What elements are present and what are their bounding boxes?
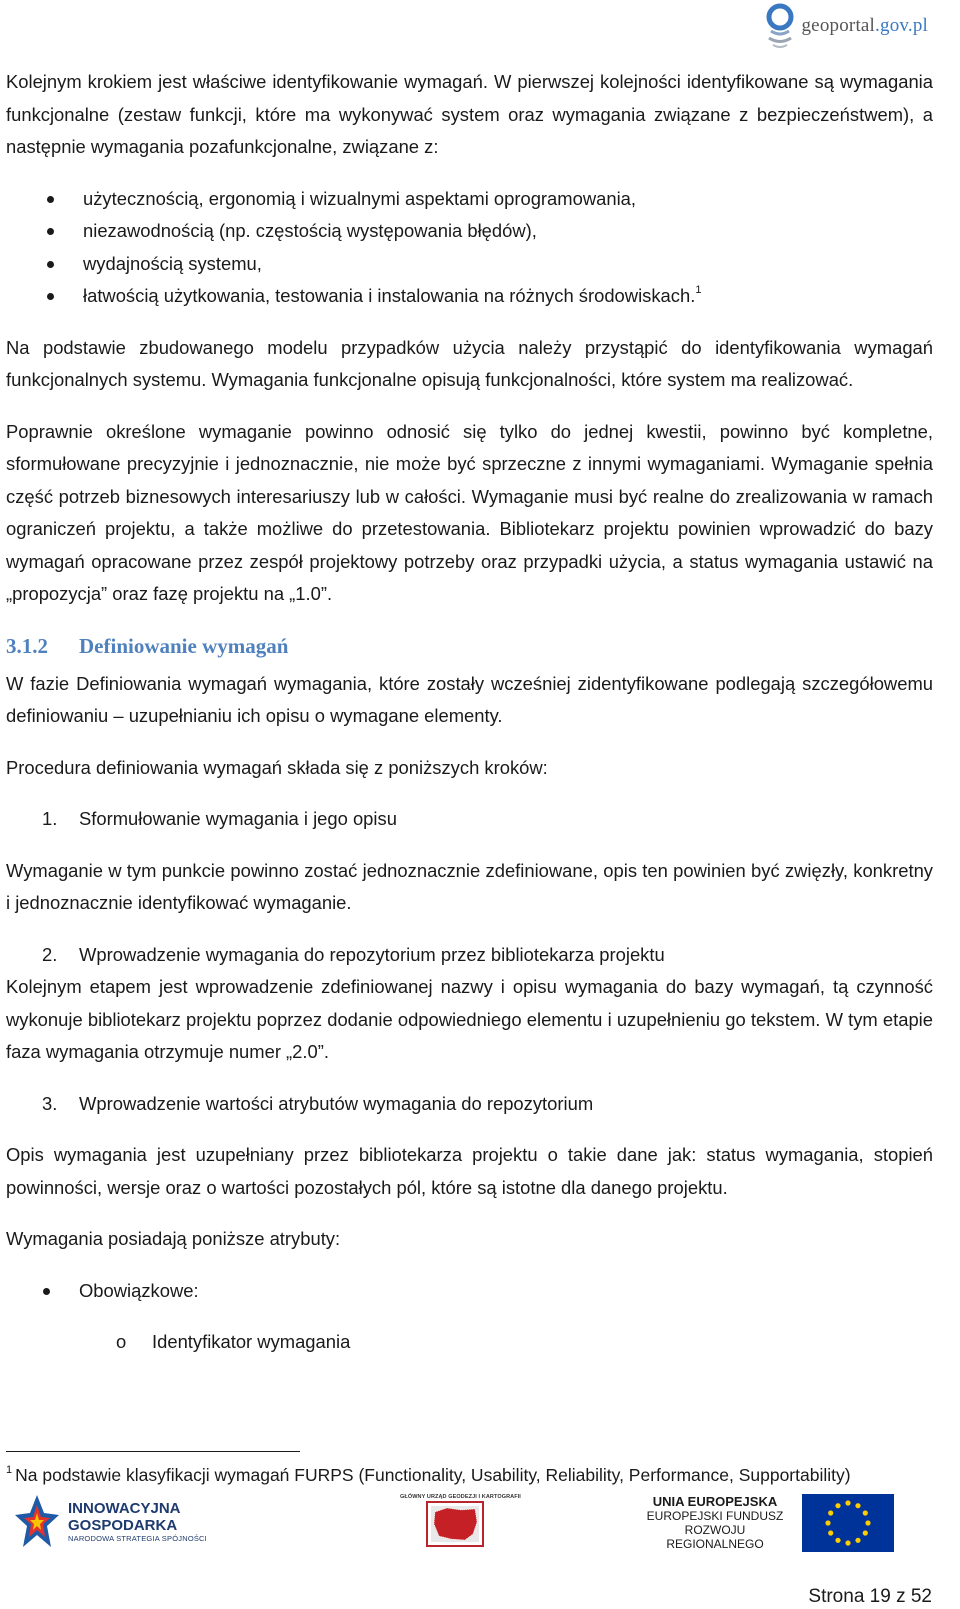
list-item-text: łatwością użytkowania, testowania i instalowania na różnych środowiskach. xyxy=(83,285,696,306)
gugik-emblem-icon xyxy=(425,1500,485,1548)
eu-logo xyxy=(636,1494,898,1552)
ig-line2: GOSPODARKA xyxy=(68,1517,178,1534)
sublist-marker: o xyxy=(116,1331,127,1352)
step-item xyxy=(6,803,933,836)
paragraph-step1-desc: Wymaganie w tym punkcie powinno zostać jednoznacznie zdefiniowane, opis ten powinien być zwięzły, konkretny i jednoznacznie identyfikować wymaganie. xyxy=(6,859,933,913)
page-number: Strona 19 z 52 xyxy=(808,1586,932,1607)
ue-line2: EUROPEJSKI FUNDUSZ xyxy=(646,1509,784,1523)
list-item: użytecznością, ergonomią i wizualnymi aspektami oprogramowania, xyxy=(6,183,933,216)
geoportal-logo xyxy=(765,2,928,50)
step-list-2 xyxy=(6,939,933,972)
innowacyjna-gospodarka-logo xyxy=(14,1492,224,1552)
section-number: 3.1.2 xyxy=(6,633,48,658)
footnote-number: 1 xyxy=(6,1464,13,1476)
section-heading xyxy=(6,630,933,662)
sublist-text: Identyfikator wymagania xyxy=(152,1331,351,1352)
logo-text-main: geoportal xyxy=(801,15,876,36)
step-item xyxy=(6,939,933,972)
footnote-text: Na podstawie klasyfikacji wymagań FURPS (Functionality, Usability, Reliability, Performance, Supportability) xyxy=(15,1465,851,1485)
step-list-1 xyxy=(6,803,933,836)
document-body xyxy=(6,66,933,1359)
footnote-separator xyxy=(6,1451,300,1452)
step-text: Wprowadzenie wartości atrybutów wymagania do repozytorium xyxy=(79,1092,594,1114)
ue-line3: ROZWOJU REGIONALNEGO xyxy=(666,1523,764,1551)
eu-flag-icon xyxy=(802,1494,894,1552)
paragraph-step2-desc: Kolejnym etapem jest wprowadzenie zdefiniowanej nazwy i opisu wymagania do bazy wymagań, tą czynność wykonuje bibliotekarz projektu poprzez dodanie odpowiedniego elementu i uzupełnieniu go tekstem. W tym etapie faza wymagania otrzymuje numer „2.0”. xyxy=(6,976,933,1062)
paragraph-step3-desc: Opis wymagania jest uzupełniany przez bibliotekarza projektu o takie dane jak: status wymagania, stopień powinności, wersje oraz o wartości pozostałych pól, które są istotne dla danego projektu. xyxy=(6,1144,933,1198)
footnote-reference[interactable]: 1 xyxy=(695,284,702,296)
paragraph-use-case: Na podstawie zbudowanego modelu przypadków użycia należy przystąpić do identyfikowania wymagań funkcjonalnych systemu. Wymagania funkcjonalne opisują funkcjonalności, które system ma realizować. xyxy=(6,336,933,390)
paragraph-procedure: Procedura definiowania wymagań składa się z poniższych kroków: xyxy=(6,756,548,778)
geoportal-g-icon xyxy=(765,3,795,49)
ue-line1: UNIA EUROPEJSKA xyxy=(652,1494,778,1509)
paragraph-definition-phase: W fazie Definiowania wymagań wymagania, które zostały wcześniej zidentyfikowane podlegają szczegółowemu definiowaniu – uzupełnianiu ich opisu o wymagane elementy. xyxy=(6,672,933,726)
section-title: Definiowanie wymagań xyxy=(79,633,289,658)
logo-text-suffix: .gov.pl xyxy=(875,15,928,36)
attribute-list xyxy=(6,1275,933,1308)
attribute-sublist xyxy=(6,1326,933,1359)
step-text: Wprowadzenie wymagania do repozytorium przez bibliotekarza projektu xyxy=(79,943,665,965)
step-item xyxy=(6,1088,933,1121)
step-number: 2. xyxy=(42,943,58,965)
list-item: Obowiązkowe: xyxy=(6,1275,933,1308)
nonfunctional-list xyxy=(6,183,933,313)
list-item xyxy=(6,280,933,313)
ig-line3: NARODOWA STRATEGIA SPÓJNOŚCI xyxy=(68,1534,207,1543)
step-list-3 xyxy=(6,1088,933,1121)
paragraph-attributes: Wymagania posiadają poniższe atrybuty: xyxy=(6,1228,341,1249)
step-number: 1. xyxy=(42,808,58,829)
step-number: 3. xyxy=(42,1092,58,1114)
gugik-text: GŁÓWNY URZĄD GEODEZJI I KARTOGRAFII xyxy=(400,1494,521,1500)
list-item: niezawodnością (np. częstością występowania błędów), xyxy=(6,215,933,248)
step-text: Sformułowanie wymagania i jego opisu xyxy=(79,808,397,829)
sublist-item xyxy=(6,1326,933,1359)
ig-line1: INNOWACYJNA xyxy=(68,1500,181,1517)
paragraph-requirement-quality: Poprawnie określone wymaganie powinno odnosić się tylko do jednej kwestii, powinno być kompletne, sformułowane precyzyjnie i jednoznacznie, nie może być sprzeczne z innymi wymaganiami. Wymaganie spełnia część potrzeb biznesowych interesariuszy lub w całości. Wymaganie musi być realne do zrealizowania w ramach ograniczeń projektu, a także możliwe do przetestowania. Bibliotekarz projektu powinien wprowadzić do bazy wymagań opracowane przez zespół projektowy potrzeby oraz przypadki użycia, a status wymagania ustawić na „propozycja” oraz fazę projektu na „1.0”. xyxy=(6,420,933,604)
list-item: wydajnością systemu, xyxy=(6,248,933,281)
gugik-logo xyxy=(400,1494,521,1550)
footnote xyxy=(6,1463,851,1487)
paragraph-intro: Kolejnym krokiem jest właściwe identyfikowanie wymagań. W pierwszej kolejności identyfikowane są wymagania funkcjonalne (zestaw funkcji, które ma wykonywać system oraz wymagania związane z bezpieczeństwem), a następnie wymagania pozafunkcjonalne, związane z: xyxy=(6,71,933,157)
ig-star-icon xyxy=(14,1493,60,1551)
